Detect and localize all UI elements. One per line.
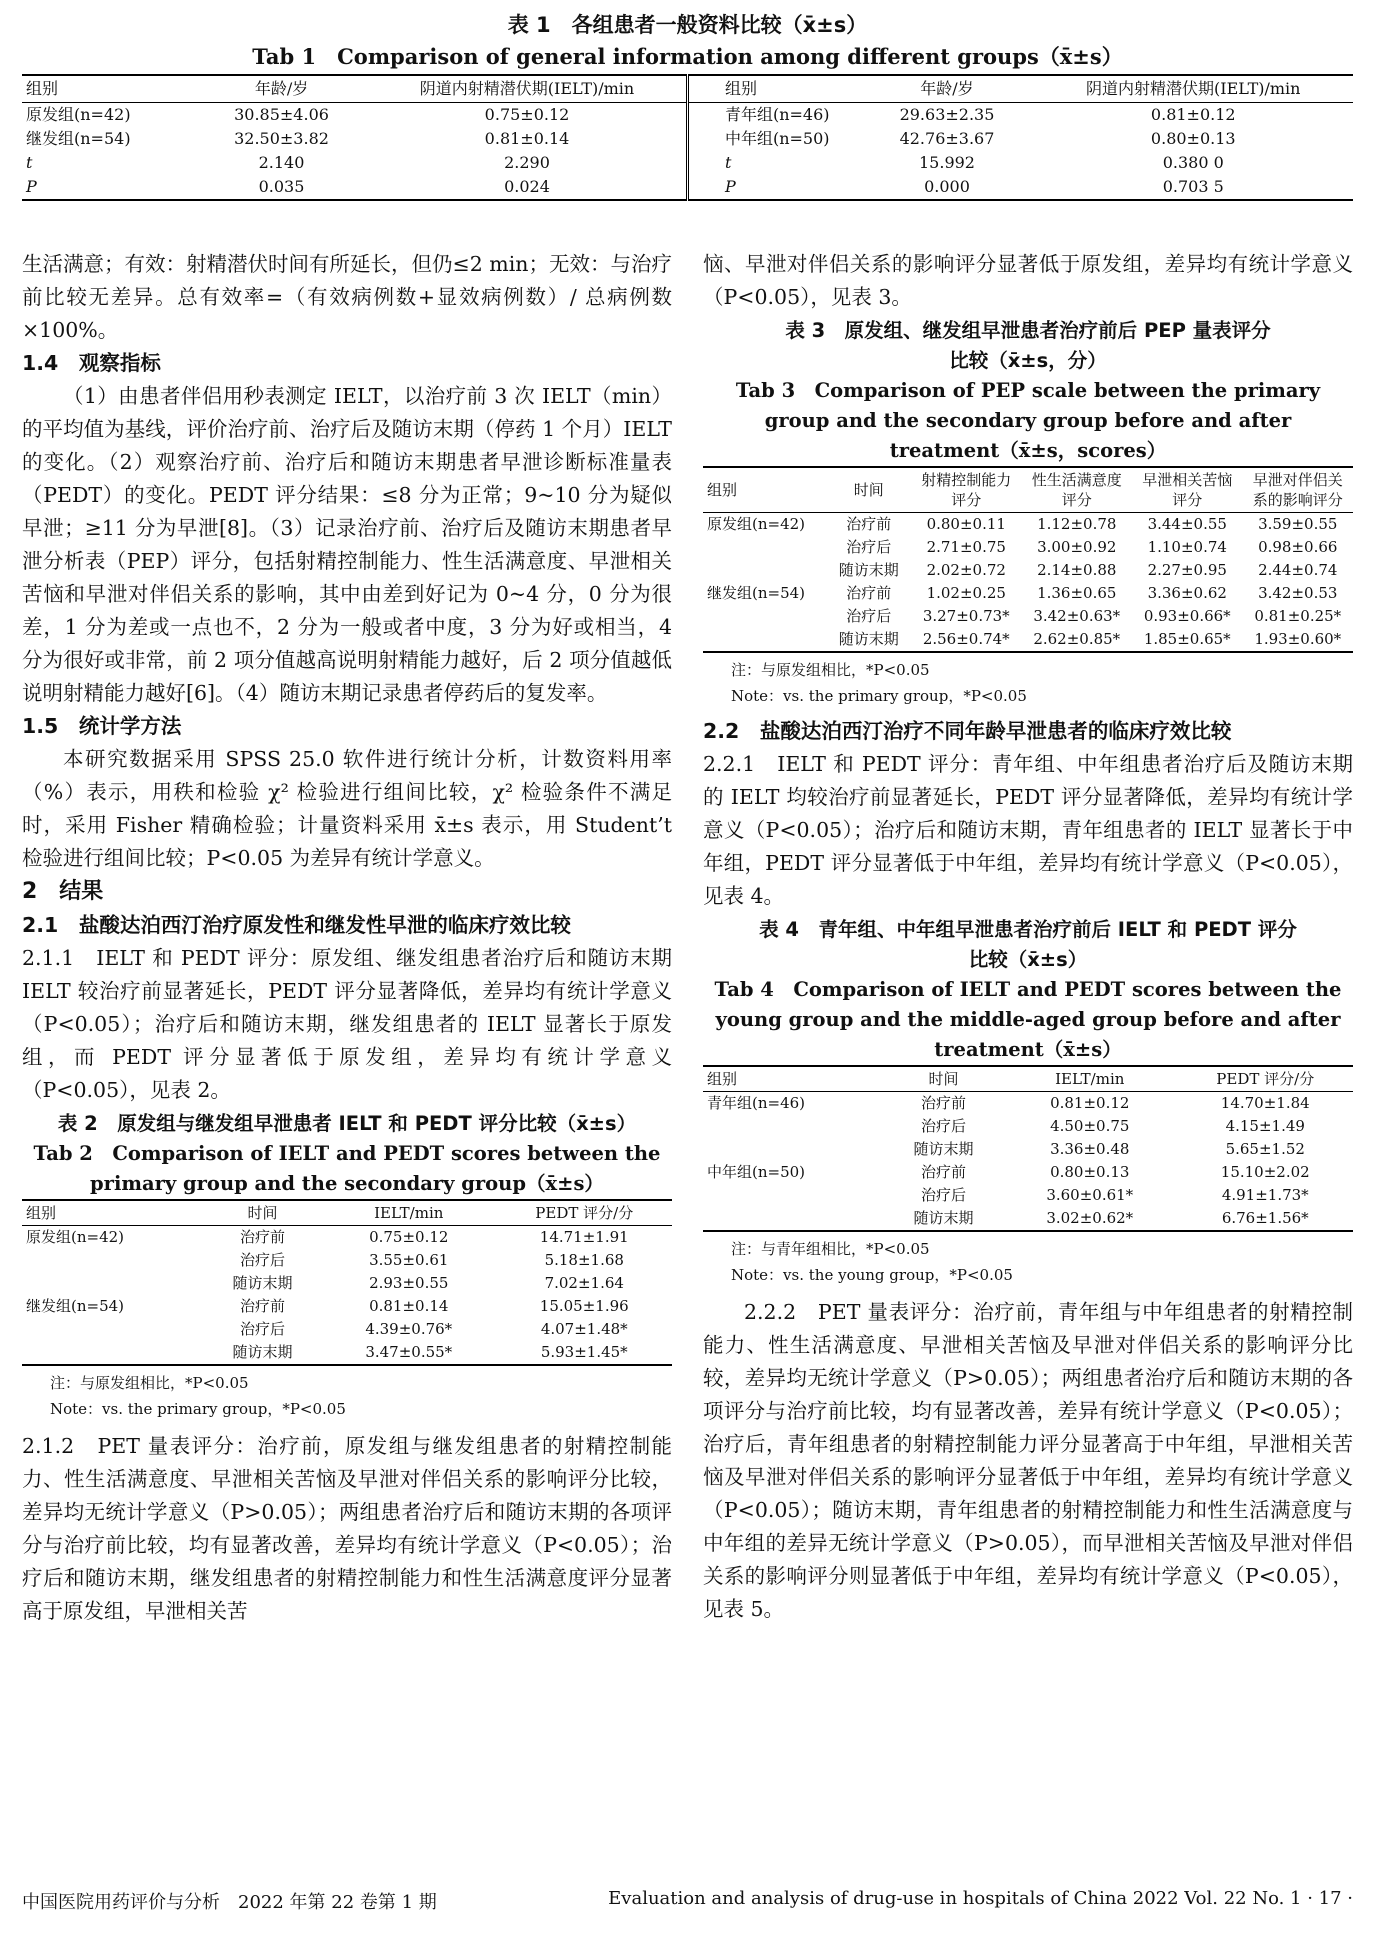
- table-header-cell: 时间: [204, 1200, 321, 1226]
- table-2-caption-en-1: Tab 2 Comparison of IELT and PEDT scores between the: [33, 1142, 661, 1165]
- table-row: [703, 1184, 1353, 1207]
- table-cell: 3.60±0.61*: [1046, 1186, 1134, 1204]
- table-cell: [703, 536, 827, 559]
- table-header-cell: 早泄对伴侣关系的影响评分: [1243, 467, 1354, 513]
- section-heading-2-1: 2.1 盐酸达泊西汀治疗原发性和继发性早泄的临床疗效比较: [22, 913, 571, 937]
- table-cell: 3.36±0.62: [1147, 584, 1227, 602]
- table-header-cell: IELT/min: [321, 1200, 497, 1226]
- table-cell: 3.59±0.55: [1258, 515, 1338, 533]
- table-cell: 15.10±2.02: [1220, 1163, 1310, 1181]
- table-cell: 3.44±0.55: [1147, 515, 1227, 533]
- table-header-cell: 组别: [22, 75, 195, 103]
- table-cell: 15.992: [919, 153, 975, 172]
- table-cell: 2.93±0.55: [369, 1274, 449, 1292]
- table-cell: 7.02±1.64: [544, 1274, 624, 1292]
- table-cell: 30.85±4.06: [234, 105, 329, 124]
- table-cell: 15.05±1.96: [539, 1297, 629, 1315]
- table-cell: 2.14±0.88: [1037, 561, 1117, 579]
- table-2-caption-en-2: primary group and the secondary group（x̄±s）: [90, 1172, 604, 1195]
- table-cell: 2.27±0.95: [1147, 561, 1227, 579]
- table-row: [703, 1161, 1353, 1184]
- table-4-caption-zh-1: 表 4 青年组、中年组早泄患者治疗前后 IELT 和 PEDT 评分: [759, 918, 1297, 941]
- table-cell: 4.50±0.75: [1050, 1117, 1130, 1135]
- table-cell: 3.42±0.63*: [1033, 607, 1121, 625]
- table-cell: P: [26, 177, 37, 196]
- table-header-row: [703, 467, 1353, 513]
- table-cell: [703, 605, 827, 628]
- table-header-cell: 早泄相关苦恼评分: [1132, 467, 1243, 513]
- table-cell: 0.80±0.11: [926, 515, 1006, 533]
- table-3-caption-en-3: treatment（x̄±s，scores）: [889, 439, 1167, 462]
- table-row: [22, 151, 1353, 175]
- table-4-caption-en-2: young group and the middle-aged group before and after: [715, 1008, 1341, 1031]
- table-4-caption: [703, 915, 1353, 1065]
- table-cell: 3.02±0.62*: [1046, 1209, 1134, 1227]
- table-cell: 3.55±0.61: [369, 1251, 449, 1269]
- table-cell: [703, 1184, 885, 1207]
- paragraph: 2.2.1 IELT 和 PEDT 评分：青年组、中年组患者治疗后及随访末期的 IELT 均较治疗前显著延长，PEDT 评分显著降低，差异均有统计学意义（P<0.05）；治疗后和随访末期，青年组患者的 IELT 显著长于中年组，PEDT 评分显著低于中年组，差异均有统计学意义（P<0.05），见表 4。: [703, 752, 1353, 908]
- table-cell: 42.76±3.67: [899, 129, 995, 148]
- left-column: [22, 248, 672, 1628]
- table-cell: 治疗前: [846, 515, 892, 533]
- table-row: [703, 1207, 1353, 1231]
- table-3-note-zh: 注：与原发组相比，*P<0.05: [731, 661, 930, 679]
- paragraph: （1）由患者伴侣用秒表测定 IELT，以治疗前 3 次 IELT（min）的平均值为基线，评价治疗前、治疗后及随访末期（停药 1 个月）IELT 的变化。（2）观察治疗前、治疗后和随访末期患者早泄诊断标准量表（PEDT）的变化。PEDT 评分结果：≤8 分为正常；9~10 分为疑似早泄；≥11 分为早泄[8]。（3）记录治疗前、治疗后及随访末期患者早泄分析表（PEP）评分，包括射精控制能力、性生活满意度、早泄相关苦恼和早泄对伴侣关系的影响，其中由差到好记为 0~4 分，0 分为很差，1 分为差或一点也不，2 分为一般或者中度，3 分为好或相当，4 分为很好或非常，前 2 项分值越高说明射精能力越好，后 2 项分值越低说明射精能力越好[6]。（4）随访末期记录患者停药后的复发率。: [22, 384, 672, 705]
- table-cell: 1.12±0.78: [1037, 515, 1117, 533]
- table-cell: 5.93±1.45*: [540, 1343, 628, 1361]
- table-cell: 原发组(n=42): [707, 515, 806, 533]
- table-1: [22, 74, 1353, 201]
- table-cell: 中年组(n=50): [707, 1163, 806, 1181]
- paragraph: 恼、早泄对伴侣关系的影响评分显著低于原发组，差异均有统计学意义（P<0.05），见表 3。: [703, 252, 1353, 309]
- table-header-cell: 组别: [703, 1066, 885, 1092]
- table-header-cell: 阴道内射精潜伏期(IELT)/min: [368, 75, 687, 103]
- right-column: [703, 248, 1353, 1626]
- table-row: [703, 559, 1353, 582]
- table-cell: 治疗后: [846, 538, 892, 556]
- table-3: [703, 466, 1353, 653]
- table-cell: 2.71±0.75: [926, 538, 1006, 556]
- table-cell: 2.62±0.85*: [1033, 630, 1121, 648]
- table-cell: 随访末期: [232, 1274, 293, 1292]
- table-cell: 原发组(n=42): [26, 105, 131, 124]
- table-row: [22, 1318, 672, 1341]
- table-2-caption: [22, 1109, 672, 1199]
- journal-footer-en: Evaluation and analysis of drug-use in hospitals of China 2022 Vol. 22 No. 1 · 17 ·: [608, 1888, 1353, 1909]
- table-row: [22, 103, 1353, 128]
- table-cell: 5.65±1.52: [1225, 1140, 1305, 1158]
- table-cell: [22, 1272, 204, 1295]
- paragraph: 2.2.2 PET 量表评分：治疗前，青年组与中年组患者的射精控制能力、性生活满意度、早泄相关苦恼及早泄对伴侣关系的影响评分比较，差异均无统计学意义（P>0.05）；两组患者治疗后和随访末期的各项评分与治疗前比较，均有显著改善，差异有统计学意义（P<0.05）；治疗后，青年组患者的射精控制能力评分显著高于中年组，早泄相关苦恼及早泄对伴侣关系的影响评分显著低于中年组，差异均有统计学意义（P<0.05）；随访末期，青年组患者的射精控制能力和性生活满意度与中年组的差异无统计学意义（P>0.05），而早泄相关苦恼及早泄对伴侣关系的影响评分则显著低于中年组，差异均有统计学意义（P<0.05），见表 5。: [703, 1300, 1353, 1621]
- table-row: [22, 1272, 672, 1295]
- table-cell: 1.10±0.74: [1147, 538, 1227, 556]
- table-header-row: [22, 75, 1353, 103]
- table-cell: 3.47±0.55*: [365, 1343, 453, 1361]
- table-header-row: [22, 1200, 672, 1226]
- table-row: [703, 1138, 1353, 1161]
- table-cell: 随访末期: [838, 630, 899, 648]
- table-header-cell: PEDT 评分/分: [497, 1200, 673, 1226]
- table-cell: 原发组(n=42): [26, 1228, 125, 1246]
- table-cell: 1.93±0.60*: [1254, 630, 1342, 648]
- table-cell: 0.024: [504, 177, 550, 196]
- table-4-caption-zh-2: 比较（x̄±s）: [968, 948, 1088, 971]
- table-cell: 2.02±0.72: [926, 561, 1006, 579]
- table-2-caption-zh: 表 2 原发组与继发组早泄患者 IELT 和 PEDT 评分比较（x̄±s）: [57, 1112, 637, 1135]
- table-row: [703, 628, 1353, 652]
- table-cell: 4.39±0.76*: [365, 1320, 453, 1338]
- table-cell: 32.50±3.82: [234, 129, 329, 148]
- section-heading-1-4: 1.4 观察指标: [22, 351, 161, 375]
- table-cell: 0.98±0.66: [1258, 538, 1338, 556]
- table-cell: 治疗后: [239, 1320, 285, 1338]
- table-row: [703, 1092, 1353, 1116]
- table-header-cell: IELT/min: [1002, 1066, 1178, 1092]
- journal-footer-zh: 中国医院用药评价与分析 2022 年第 22 卷第 1 期: [22, 1892, 437, 1913]
- table-cell: 治疗后: [920, 1117, 966, 1135]
- table-cell: t: [687, 151, 860, 175]
- table-header-cell: 年龄/岁: [195, 75, 368, 103]
- table-cell: 治疗后: [239, 1251, 285, 1269]
- table-cell: 0.75±0.12: [484, 105, 570, 124]
- table-cell: 14.71±1.91: [539, 1228, 629, 1246]
- table-cell: 随访末期: [838, 561, 899, 579]
- table-2-note-zh: 注：与原发组相比，*P<0.05: [50, 1374, 249, 1392]
- table-cell: 治疗前: [239, 1228, 285, 1246]
- table-3-caption: [703, 316, 1353, 466]
- table-4: [703, 1065, 1353, 1232]
- table-row: [703, 605, 1353, 628]
- table-cell: 1.36±0.65: [1037, 584, 1117, 602]
- table-cell: 6.76±1.56*: [1221, 1209, 1309, 1227]
- table-cell: 29.63±2.35: [899, 105, 995, 124]
- table-row: [703, 1115, 1353, 1138]
- table-row: [22, 1249, 672, 1272]
- table-header-cell: 年龄/岁: [860, 75, 1033, 103]
- section-heading-2-2: 2.2 盐酸达泊西汀治疗不同年龄早泄患者的临床疗效比较: [703, 719, 1232, 743]
- table-cell: 3.27±0.73*: [922, 607, 1010, 625]
- paragraph: 本研究数据采用 SPSS 25.0 软件进行统计分析，计数资料用率（%）表示，用秩和检验 χ² 检验进行组间比较，χ² 检验条件不满足时，采用 Fisher 精确检验；计量资料采用 x̄±s 表示，用 Student’t 检验进行组间比较；P<0.05 为差异有统计学意义。: [22, 747, 672, 870]
- table-cell: 4.91±1.73*: [1221, 1186, 1309, 1204]
- table-cell: [703, 1138, 885, 1161]
- table-header-cell: 时间: [827, 467, 912, 513]
- paragraph: 生活满意；有效：射精潜伏时间有所延长，但仍≤2 min；无效：与治疗前比较无差异。总有效率=（有效病例数+显效病例数）/ 总病例数×100%。: [22, 252, 672, 342]
- table-cell: 14.70±1.84: [1220, 1094, 1310, 1112]
- table-cell: 2.44±0.74: [1258, 561, 1338, 579]
- table-4-caption-en-1: Tab 4 Comparison of IELT and PEDT scores between the: [714, 978, 1342, 1001]
- table-cell: 随访末期: [232, 1343, 293, 1361]
- table-row: [22, 1341, 672, 1365]
- table-row: [22, 1295, 672, 1318]
- table-4-note-en: Note：vs. the young group，*P<0.05: [731, 1266, 1013, 1284]
- table-header-row: [703, 1066, 1353, 1092]
- table-header-cell: 时间: [885, 1066, 1002, 1092]
- paragraph: 2.1.1 IELT 和 PEDT 评分：原发组、继发组患者治疗后和随访末期 IELT 较治疗前显著延长，PEDT 评分显著降低，差异均有统计学意义（P<0.05）；治疗后和随访末期，继发组患者的 IELT 显著长于原发组，而 PEDT 评分显著低于原发组，差异均有统计学意义（P<0.05），见表 2。: [22, 946, 672, 1102]
- table-1-block: [22, 10, 1353, 201]
- table-4-caption-en-3: treatment（x̄±s）: [934, 1038, 1122, 1061]
- table-cell: 继发组(n=54): [26, 129, 131, 148]
- table-cell: 继发组(n=54): [707, 584, 806, 602]
- table-2: [22, 1199, 672, 1366]
- table-cell: 1.02±0.25: [926, 584, 1006, 602]
- table-cell: 治疗后: [920, 1186, 966, 1204]
- table-3-caption-zh-1: 表 3 原发组、继发组早泄患者治疗前后 PEP 量表评分: [785, 319, 1271, 342]
- table-header-cell: 组别: [703, 467, 827, 513]
- table-cell: 中年组(n=50): [687, 127, 860, 151]
- table-cell: [703, 1115, 885, 1138]
- table-cell: 0.81±0.25*: [1254, 607, 1342, 625]
- table-header-cell: 射精控制能力评分: [911, 467, 1022, 513]
- table-2-note-en: Note：vs. the primary group，*P<0.05: [50, 1400, 346, 1418]
- table-cell: 2.56±0.74*: [922, 630, 1010, 648]
- table-header-cell: 阴道内射精潜伏期(IELT)/min: [1034, 75, 1354, 103]
- table-cell: 治疗前: [920, 1163, 966, 1181]
- table-cell: 0.80±0.13: [1150, 129, 1236, 148]
- table-cell: [22, 1341, 204, 1365]
- table-2-body: [22, 1226, 672, 1366]
- table-cell: [703, 1207, 885, 1231]
- table-row: [703, 513, 1353, 537]
- table-1-caption-en: Tab 1 Comparison of general information among different groups（x̄±s）: [252, 44, 1123, 69]
- table-cell: 随访末期: [913, 1140, 974, 1158]
- table-cell: 0.80±0.13: [1050, 1163, 1130, 1181]
- table-cell: [22, 1249, 204, 1272]
- table-1-body: [22, 103, 1353, 201]
- table-cell: 随访末期: [913, 1209, 974, 1227]
- table-cell: 0.81±0.14: [484, 129, 570, 148]
- table-cell: [703, 559, 827, 582]
- table-cell: [22, 1318, 204, 1341]
- table-cell: 3.36±0.48: [1050, 1140, 1130, 1158]
- table-row: [703, 582, 1353, 605]
- table-cell: 继发组(n=54): [26, 1297, 125, 1315]
- table-cell: 青年组(n=46): [707, 1094, 806, 1112]
- table-cell: 0.703 5: [1162, 177, 1224, 196]
- table-cell: t: [26, 153, 33, 172]
- table-row: [703, 536, 1353, 559]
- table-cell: 青年组(n=46): [687, 103, 860, 128]
- table-row: [22, 127, 1353, 151]
- table-header-cell: PEDT 评分/分: [1178, 1066, 1354, 1092]
- table-1-caption-zh: 表 1 各组患者一般资料比较（x̄±s）: [507, 13, 868, 37]
- table-3-body: [703, 513, 1353, 653]
- table-cell: 2.290: [504, 153, 550, 172]
- table-cell: 0.380 0: [1162, 153, 1224, 172]
- table-3-caption-en-1: Tab 3 Comparison of PEP scale between the primary: [735, 379, 1321, 402]
- section-heading-1-5: 1.5 统计学方法: [22, 714, 182, 738]
- table-cell: 4.15±1.49: [1225, 1117, 1305, 1135]
- table-3-caption-zh-2: 比较（x̄±s，分）: [949, 349, 1107, 372]
- table-cell: 治疗前: [920, 1094, 966, 1112]
- table-cell: 3.00±0.92: [1037, 538, 1117, 556]
- table-row: [22, 1226, 672, 1250]
- table-4-body: [703, 1092, 1353, 1232]
- table-4-note-zh: 注：与青年组相比，*P<0.05: [731, 1240, 930, 1258]
- table-cell: 2.140: [258, 153, 305, 172]
- table-header-cell: 组别: [687, 75, 860, 103]
- table-cell: P: [687, 175, 860, 200]
- table-cell: 3.42±0.53: [1258, 584, 1338, 602]
- paragraph: 2.1.2 PET 量表评分：治疗前，原发组与继发组患者的射精控制能力、性生活满意度、早泄相关苦恼及早泄对伴侣关系的影响评分比较，差异均无统计学意义（P>0.05）；两组患者治疗后和随访末期的各项评分与治疗前比较，均有显著改善，差异均有统计学意义（P<0.05）；治疗后和随访末期，继发组患者的射精控制能力和性生活满意度评分显著高于原发组，早泄相关苦: [22, 1434, 672, 1623]
- table-cell: 0.035: [258, 177, 305, 196]
- table-3-caption-en-2: group and the secondary group before and after: [764, 409, 1292, 432]
- table-cell: 0.75±0.12: [369, 1228, 449, 1246]
- table-cell: 治疗后: [846, 607, 892, 625]
- table-cell: 0.81±0.12: [1050, 1094, 1130, 1112]
- table-cell: 治疗前: [239, 1297, 285, 1315]
- table-cell: 0.81±0.12: [1150, 105, 1236, 124]
- table-cell: 4.07±1.48*: [540, 1320, 628, 1338]
- table-cell: 0.81±0.14: [369, 1297, 449, 1315]
- table-header-cell: 性生活满意度评分: [1022, 467, 1133, 513]
- table-cell: 5.18±1.68: [544, 1251, 624, 1269]
- table-cell: 治疗前: [846, 584, 892, 602]
- table-cell: 0.93±0.66*: [1143, 607, 1231, 625]
- table-cell: [703, 628, 827, 652]
- table-row: [22, 175, 1353, 200]
- table-cell: 1.85±0.65*: [1143, 630, 1231, 648]
- table-3-note-en: Note：vs. the primary group，*P<0.05: [731, 687, 1027, 705]
- table-cell: 0.000: [924, 177, 970, 196]
- section-heading-2: 2 结果: [22, 879, 104, 904]
- table-header-cell: 组别: [22, 1200, 204, 1226]
